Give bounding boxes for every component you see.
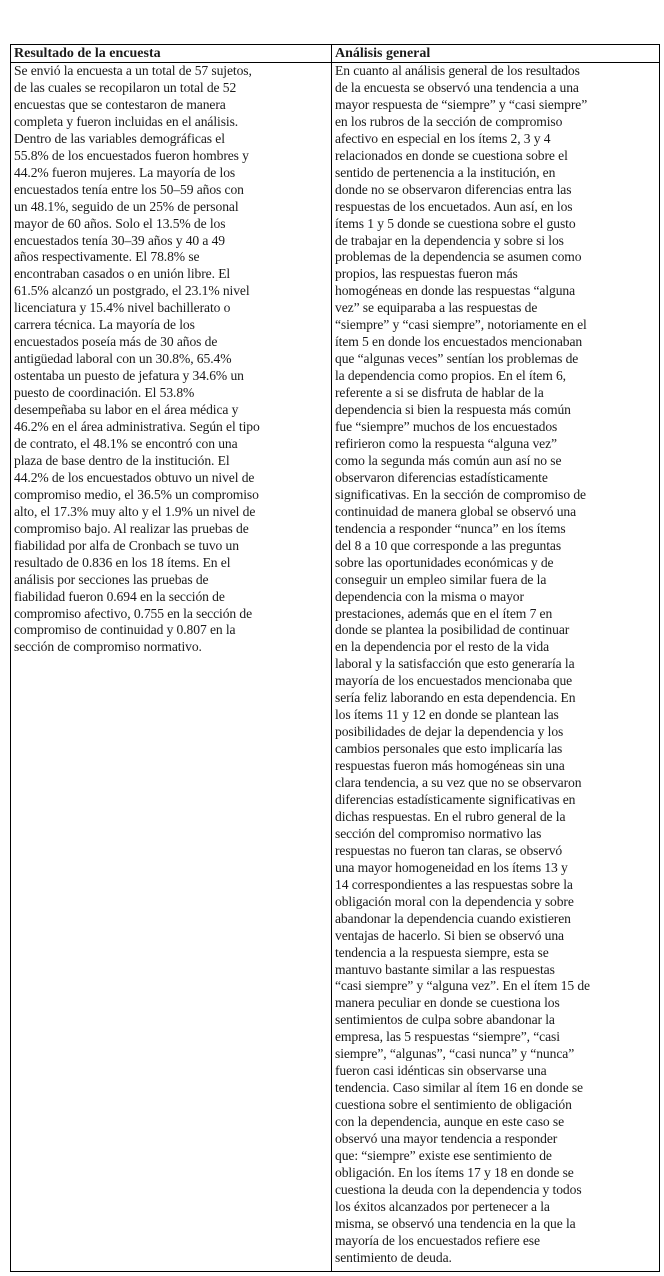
general-analysis-cell — [332, 63, 660, 1272]
text-line: los éxitos alcanzados por pertenecer a la — [335, 1198, 550, 1214]
text-line: análisis por secciones las pruebas de — [14, 571, 209, 587]
text-line: refirieron como la respuesta “alguna vez” — [335, 435, 557, 451]
text-line: 14 correspondientes a las respuestas sobre la — [335, 876, 573, 892]
text-line: sobre las oportunidades económicas y de — [335, 554, 554, 570]
text-line: sería feliz laborando en esta dependencia. En — [335, 690, 576, 706]
text-line: puesto de coordinación. El 53.8% — [14, 385, 195, 401]
text-line: fiabilidad fueron 0.694 en la sección de — [14, 588, 225, 604]
text-line: ventajas de hacerlo. Si bien se observó una — [335, 927, 564, 943]
text-line: encontraban casados o en unión libre. El — [14, 266, 231, 282]
text-line: la dependencia como propios. En el ítem 6, — [335, 368, 566, 384]
text-line: respuestas de los encuetados. Aun así, en los — [335, 198, 573, 214]
text-line: tendencia a la respuesta siempre, esta se — [335, 944, 549, 960]
text-line: tendencia a responder “nunca” en los ítems — [335, 520, 566, 536]
text-line: que “algunas veces” sentían los problemas de — [335, 351, 579, 367]
text-line: continuidad de manera global se observó una — [335, 503, 577, 519]
text-line: 44.2% de los encuestados obtuvo un nivel de — [14, 469, 255, 485]
text-line: fueron casi idénticas sin observarse una — [335, 1063, 547, 1079]
text-line: desempeñaba su labor en el área médica y — [14, 402, 239, 418]
text-line: plaza de base dentro de la institución. El — [14, 452, 230, 468]
text-line: ítem 5 en donde los encuestados mencionaban — [335, 334, 583, 350]
text-line: 44.2% fueron mujeres. La mayoría de los — [14, 164, 236, 180]
text-line: vez” se equiparaba a las respuestas de — [335, 300, 538, 316]
text-line: en los rubros de la sección de compromiso — [335, 113, 563, 129]
text-line: alto, el 17.3% muy alto y el 1.9% un nivel de — [14, 503, 256, 519]
text-line: dependencia si bien la respuesta más común — [335, 402, 571, 418]
text-line: sección del compromiso normativo las — [335, 825, 542, 841]
text-line: en la dependencia por el resto de la vida — [335, 639, 550, 655]
text-line: manera peculiar en donde se cuestiona los — [335, 995, 560, 1011]
text-line: cambios personales que esto implicaría las — [335, 741, 563, 757]
text-line: dependencia con la misma o mayor — [335, 588, 524, 604]
text-line: “casi siempre” y “alguna vez”. En el ítem 15 de — [335, 978, 590, 994]
text-line: con la dependencia, aunque en este caso se — [335, 1114, 565, 1130]
text-line: dichas respuestas. En el rubro general de la — [335, 808, 566, 824]
text-line: misma, se observó una tendencia en la que la — [335, 1215, 576, 1231]
text-line: encuestados tenía entre los 50–59 años con — [14, 181, 244, 197]
text-line: diferencias estadísticamente significativas en — [335, 791, 576, 807]
text-line: que: “siempre” existe ese sentimiento de — [335, 1148, 552, 1163]
survey-results-cell — [11, 63, 332, 1272]
text-line: prestaciones, además que en el ítem 7 en — [335, 605, 553, 621]
text-line: donde se plantea la posibilidad de continuar — [335, 622, 570, 638]
text-line: encuestados poseía más de 30 años de — [14, 334, 218, 350]
text-line: relacionados en donde se cuestiona sobre el — [335, 147, 568, 163]
text-line: compromiso de continuidad y 0.807 en la — [14, 622, 236, 638]
text-line: ítems 1 y 5 donde se cuestiona sobre el gusto — [335, 215, 576, 231]
text-line: sección de compromiso normativo. — [14, 639, 202, 655]
text-line: ostentaba un puesto de jefatura y 34.6% un — [14, 368, 244, 384]
text-line: años respectivamente. El 78.8% se — [14, 249, 200, 265]
text-line: compromiso bajo. Al realizar las pruebas de — [14, 520, 249, 536]
text-line: referente a si se disfruta de hablar de la — [335, 385, 544, 401]
text-line: sentido de pertenencia a la institución, en — [335, 164, 556, 180]
text-line: compromiso afectivo, 0.755 en la sección de — [14, 605, 253, 621]
text-line: un 48.1%, seguido de un 25% de personal — [14, 198, 239, 214]
text-line: como la segunda más común aun así no se — [335, 452, 562, 468]
results-table — [10, 44, 660, 1272]
text-line: mayor respuesta de “siempre” y “casi siempre” — [335, 96, 588, 112]
text-line: observaron diferencias estadísticamente — [335, 469, 548, 485]
text-line: fue “siempre” muchos de los encuestados — [335, 419, 558, 435]
text-line: resultado de 0.836 en los 18 ítems. En el — [14, 554, 231, 570]
text-line: compromiso medio, el 36.5% un compromiso — [14, 486, 259, 502]
table-row — [11, 63, 660, 1272]
text-line: significativas. En la sección de compromiso de — [335, 486, 586, 502]
text-line: homogéneas en donde las respuestas “alguna — [335, 283, 576, 299]
text-line: mayoría de los encuestados refiere ese — [335, 1232, 540, 1248]
text-line: Se envió la encuesta a un total de 57 sujetos, — [14, 63, 252, 78]
header-survey-results: Resultado de la encuesta — [11, 45, 332, 63]
text-line: conseguir un empleo similar fuera de la — [335, 571, 547, 587]
text-line: sentimiento de deuda. — [335, 1249, 452, 1265]
text-line: sentimientos de culpa sobre abandonar la — [335, 1012, 555, 1028]
text-line: cuestiona sobre el sentimiento de obligación — [335, 1097, 572, 1113]
text-line: “siempre” y “casi siempre”, notoriamente en el — [335, 317, 587, 333]
text-line: obligación. En los ítems 17 y 18 en donde se — [335, 1164, 574, 1180]
text-line: mantuvo bastante similar a las respuestas — [335, 961, 555, 977]
text-line: respuestas no fueron tan claras, se observó — [335, 842, 563, 858]
text-line: de las cuales se recopilaron un total de 52 — [14, 79, 237, 95]
text-line: de trabajar en la dependencia y sobre si los — [335, 232, 564, 248]
text-line: posibilidades de dejar la dependencia y los — [335, 724, 564, 740]
text-line: del 8 a 10 que corresponde a las preguntas — [335, 537, 562, 553]
text-line: donde no se observaron diferencias entra las — [335, 181, 572, 197]
text-line: siempre”, “algunas”, “casi nunca” y “nunca” — [335, 1046, 575, 1062]
text-line: obligación moral con la dependencia y sobre — [335, 893, 574, 909]
text-line: los ítems 11 y 12 en donde se plantean las — [335, 707, 559, 723]
text-line: tendencia. Caso similar al ítem 16 en donde se — [335, 1080, 583, 1096]
text-line: observó una mayor tendencia a responder — [335, 1131, 558, 1147]
text-line: 46.2% en el área administrativa. Según el tipo — [14, 419, 260, 435]
text-line: mayoría de los encuestados mencionaba que — [335, 673, 573, 689]
text-line: clara tendencia, a su vez que no se observaron — [335, 775, 582, 791]
text-line: fiabilidad por alfa de Cronbach se tuvo un — [14, 537, 239, 553]
text-line: laboral y la satisfacción que esto generaría la — [335, 656, 575, 672]
text-line: encuestados tenía 30–39 años y 40 a 49 — [14, 232, 226, 248]
text-line: de la encuesta se observó una tendencia a una — [335, 79, 579, 95]
text-line: cuestiona la deuda con la dependencia y todos — [335, 1181, 582, 1197]
text-line: una mayor homogeneidad en los ítems 13 y — [335, 859, 568, 875]
text-line: 55.8% de los encuestados fueron hombres y — [14, 147, 249, 163]
text-line: En cuanto al análisis general de los resultados — [335, 63, 580, 78]
header-general-analysis: Análisis general — [332, 45, 660, 63]
text-line: licenciatura y 15.4% nivel bachillerato o — [14, 300, 231, 316]
text-line: Dentro de las variables demográficas el — [14, 130, 225, 146]
text-line: empresa, las 5 respuestas “siempre”, “casi — [335, 1029, 560, 1045]
text-line: mayor de 60 años. Solo el 13.5% de los — [14, 215, 226, 231]
text-line: afectivo en especial en los ítems 2, 3 y 4 — [335, 130, 551, 146]
text-line: de contrato, el 48.1% se encontró con una — [14, 435, 238, 451]
header-row — [11, 45, 660, 63]
text-line: problemas de la dependencia se asumen como — [335, 249, 582, 265]
text-line: encuestas que se contestaron de manera — [14, 96, 226, 112]
text-line: 61.5% alcanzó un postgrado, el 23.1% nivel — [14, 283, 250, 299]
text-line: abandonar la dependencia cuando existieren — [335, 910, 571, 926]
text-line: antigüedad laboral con un 30.8%, 65.4% — [14, 351, 232, 367]
text-line: completa y fueron incluidas en el análisis. — [14, 113, 239, 129]
text-line: respuestas fueron más homogéneas sin una — [335, 758, 565, 774]
text-line: propios, las respuestas fueron más — [335, 266, 518, 282]
text-line: carrera técnica. La mayoría de los — [14, 317, 195, 333]
